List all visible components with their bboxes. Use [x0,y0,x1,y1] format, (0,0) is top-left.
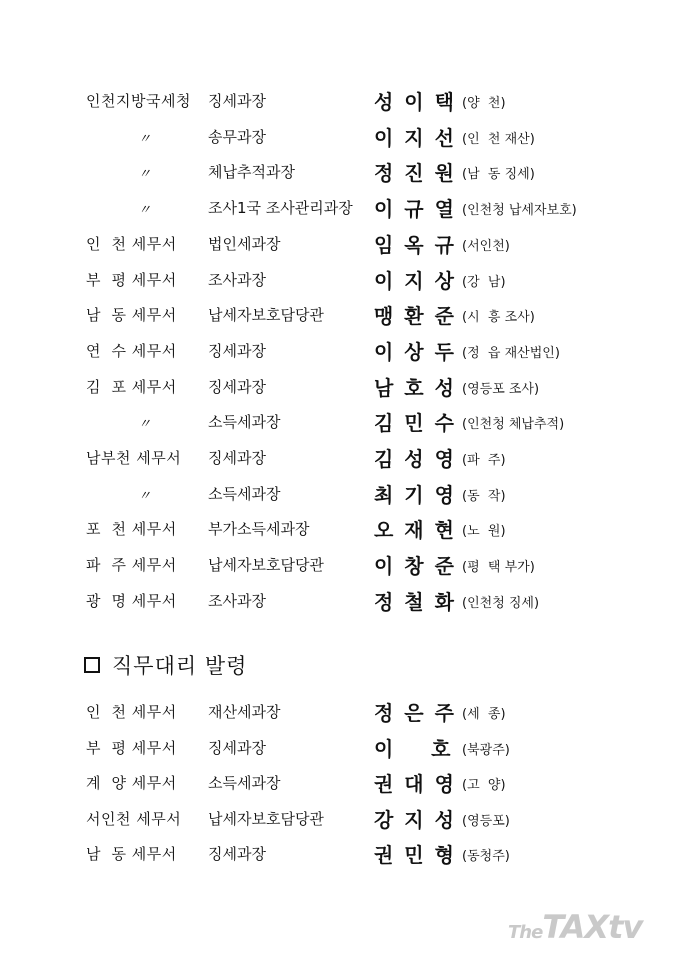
dept-label: 조사과장 [208,591,266,610]
person-name: 최 기 영 [374,482,456,507]
person-name: 맹 환 준 [374,304,456,329]
previous-post: (세 종) [462,707,506,722]
office-label: 포 천 세무서 [86,520,177,539]
office-label: 남 동 세무서 [86,845,177,863]
dept-label: 법인세과장 [208,234,281,253]
personnel-row [0,193,680,223]
office-label: 〃 [138,203,152,219]
previous-post: (정 읍 재산법인) [462,345,560,361]
dept-label: 징세과장 [208,845,266,863]
previous-post: (동 작) [462,488,506,504]
dept-label: 징세과장 [208,377,266,396]
office-label: 파 주 세무서 [86,556,177,575]
person-name: 권 민 형 [374,843,456,867]
office-label: 남부천 세무서 [86,449,182,467]
previous-post: (인천청 체납추적) [462,417,565,433]
dept-label: 징세과장 [208,92,266,110]
dept-label: 징세과장 [208,449,266,467]
personnel-row [0,122,680,152]
personnel-row [0,697,680,727]
previous-post: (인천청 납세자보호) [462,203,577,219]
office-label: 〃 [138,167,152,183]
person-name: 정 진 원 [374,161,456,186]
office-label: 계 양 세무서 [86,774,177,792]
previous-post: (시 흥 조사) [462,310,535,326]
checkbox-square-icon [84,657,100,673]
personnel-row [0,479,680,509]
dept-label: 납세자보호담당관 [208,556,324,575]
person-name: 임 옥 규 [374,232,456,257]
previous-post: (양 천) [462,96,506,111]
office-label: 〃 [138,131,152,147]
person-name: 이 지 선 [374,125,456,150]
person-name: 권 대 영 [374,772,456,796]
personnel-row [0,443,680,473]
previous-post: (영등포) [462,813,510,829]
watermark-tv: tv [608,908,643,946]
dept-label: 징세과장 [208,341,266,360]
person-name: 오 재 현 [374,518,456,543]
previous-post: (인천청 징세) [462,595,540,611]
office-label: 광 명 세무서 [86,591,177,610]
dept-label: 송무과장 [208,127,266,146]
office-label: 인천지방국세청 [86,92,191,110]
office-label: 인 천 세무서 [86,234,177,253]
personnel-row [0,336,680,366]
personnel-row [0,265,680,295]
person-name: 김 성 영 [374,447,456,471]
dept-label: 소득세과장 [208,484,281,503]
dept-label: 납세자보호담당관 [208,306,324,325]
personnel-row [0,586,680,616]
personnel-row [0,550,680,580]
office-label: 인 천 세무서 [86,703,177,721]
office-label: 남 동 세무서 [86,306,177,325]
dept-label: 납세자보호담당관 [208,809,324,828]
previous-post: (인 천 재산) [462,131,535,147]
personnel-row [0,372,680,402]
dept-label: 조사과장 [208,270,266,289]
person-name: 정 은 주 [374,701,456,725]
watermark-the: The [508,922,543,943]
dept-label: 재산세과장 [208,703,281,721]
previous-post: (영등포 조사) [462,381,540,397]
person-name: 이 규 열 [374,197,456,222]
dept-label: 부가소득세과장 [208,520,310,539]
section-heading [84,650,247,680]
personnel-row [0,300,680,330]
dept-label: 소득세과장 [208,774,281,792]
personnel-row [0,514,680,544]
office-label: 김 포 세무서 [86,377,177,396]
previous-post: (평 택 부가) [462,560,535,576]
person-name: 성 이 택 [374,90,456,114]
person-name: 남 호 성 [374,375,456,400]
person-name: 이 상 두 [374,339,456,364]
previous-post: (남 동 징세) [462,167,535,183]
personnel-row [0,768,680,798]
previous-post: (서인천) [462,238,510,254]
office-label: 부 평 세무서 [86,270,177,289]
personnel-row [0,733,680,763]
personnel-row [0,407,680,437]
previous-post: (파 주) [462,453,506,468]
watermark-logo [508,908,642,946]
office-label: 〃 [138,417,152,433]
dept-label: 조사1국 조사관리과장 [208,199,353,218]
person-name: 이 지 상 [374,268,456,293]
previous-post: (노 원) [462,524,506,540]
previous-post: (북광주) [462,742,510,758]
personnel-row [0,804,680,834]
personnel-row [0,839,680,869]
personnel-row [0,229,680,259]
previous-post: (강 남) [462,274,506,290]
office-label: 부 평 세무서 [86,738,177,757]
person-name: 이 창 준 [374,554,456,579]
section-title: 직무대리 발령 [112,654,248,678]
dept-label: 소득세과장 [208,413,281,432]
office-label: 서인천 세무서 [86,809,182,828]
person-name: 김 민 수 [374,411,456,436]
person-name: 정 철 화 [374,589,456,614]
person-name: 이 호 [374,736,453,761]
dept-label: 징세과장 [208,738,266,757]
office-label: 연 수 세무서 [86,341,177,360]
person-name: 강 지 성 [374,807,456,832]
watermark-tax: TAX [542,908,609,946]
dept-label: 체납추적과장 [208,163,295,182]
office-label: 〃 [138,488,152,504]
personnel-row [0,86,680,116]
personnel-row [0,157,680,187]
previous-post: (동청주) [462,849,510,864]
previous-post: (고 양) [462,778,506,793]
